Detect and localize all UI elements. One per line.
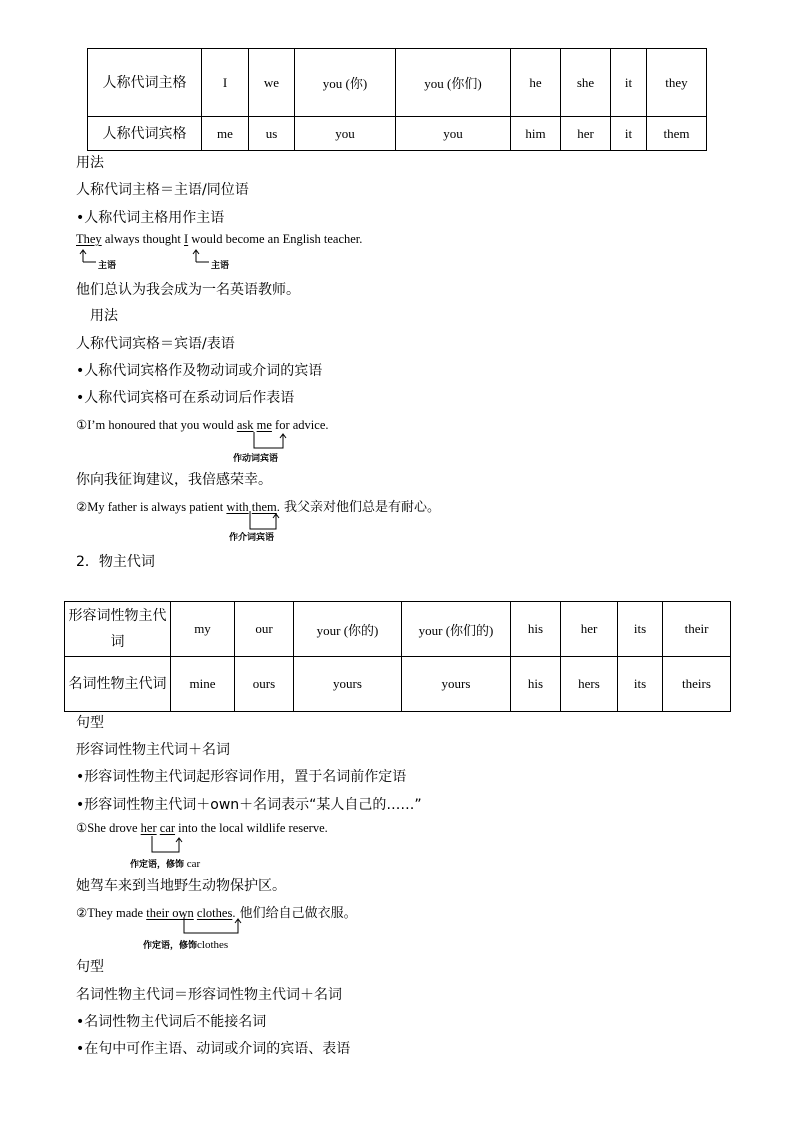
table-cell: he bbox=[511, 49, 561, 117]
table-cell: yours bbox=[294, 657, 402, 712]
bullet-subject-usage: •人称代词主格用作主语 bbox=[76, 210, 225, 226]
table-cell: it bbox=[611, 49, 647, 117]
table-cell: their bbox=[663, 602, 731, 657]
row-header: 人称代词宾格 bbox=[88, 117, 202, 151]
bullet-predicative-usage: •人称代词宾格可在系动词后作表语 bbox=[76, 390, 295, 406]
bullet-object-usage: •人称代词宾格作及物动词或介词的宾语 bbox=[76, 363, 323, 379]
table-cell: you bbox=[396, 117, 511, 151]
example-sentence: They always thought I would become an English teacher. bbox=[76, 232, 363, 246]
table-cell: her bbox=[561, 602, 618, 657]
row-header: 人称代词主格 bbox=[88, 49, 202, 117]
rule-adjective-possessive: 形容词性物主代词＋名词 bbox=[76, 742, 230, 758]
table-cell: it bbox=[611, 117, 647, 151]
table-cell: they bbox=[647, 49, 707, 117]
translation: 她驾车来到当地野生动物保护区。 bbox=[76, 878, 286, 894]
bullet-own-usage: •形容词性物主代词＋own＋名词表示“某人自己的……” bbox=[76, 797, 422, 813]
pattern-label: 句型 bbox=[76, 715, 104, 731]
row-header: 名词性物主代词 bbox=[65, 657, 171, 712]
rule-subject-case: 人称代词主格＝主语/同位语 bbox=[76, 182, 249, 198]
prep-object-tag: 作介词宾语 bbox=[229, 533, 275, 543]
attributive-tag: 作定语，修饰clothes bbox=[143, 939, 229, 951]
table-cell: you (你们) bbox=[396, 49, 511, 117]
table-cell: our bbox=[235, 602, 294, 657]
table-cell: us bbox=[249, 117, 295, 151]
bullet-attributive-usage: •形容词性物主代词起形容词作用，置于名词前作定语 bbox=[76, 769, 407, 785]
section-title: 2．物主代词 bbox=[76, 554, 155, 570]
table-cell: hers bbox=[561, 657, 618, 712]
translation: 他们总认为我会成为一名英语教师。 bbox=[76, 282, 300, 298]
table-cell: her bbox=[561, 117, 611, 151]
noun-possessive-row bbox=[65, 657, 731, 712]
subject-tag: 主语 bbox=[98, 261, 117, 271]
example-sentence: ①She drove her car into the local wildlife reserve. bbox=[76, 821, 328, 835]
table-cell: your (你们的) bbox=[402, 602, 511, 657]
table-cell: mine bbox=[171, 657, 235, 712]
object-case-row bbox=[88, 117, 707, 151]
attributive-tag: 作定语，修饰 car bbox=[130, 858, 201, 870]
subject-tag: 主语 bbox=[211, 261, 230, 271]
table-cell: she bbox=[561, 49, 611, 117]
example-sentence: ②My father is always patient with them. 我父亲对他们总是有耐心。 bbox=[76, 500, 441, 515]
table-cell: his bbox=[511, 657, 561, 712]
table-cell: my bbox=[171, 602, 235, 657]
verb-object-arrow bbox=[250, 432, 290, 452]
table-cell: we bbox=[249, 49, 295, 117]
verb-object-tag: 作动词宾语 bbox=[233, 454, 279, 464]
table-cell: ours bbox=[235, 657, 294, 712]
subject-word: I bbox=[183, 232, 189, 246]
table-cell: yours bbox=[402, 657, 511, 712]
example-sentence: ①I’m honoured that you would ask me for advice. bbox=[76, 418, 329, 432]
pattern-label: 句型 bbox=[76, 959, 104, 975]
table-cell: your (你的) bbox=[294, 602, 402, 657]
usage-label: 用法 bbox=[76, 155, 104, 171]
table-cell: his bbox=[511, 602, 561, 657]
table-cell: its bbox=[618, 602, 663, 657]
rule-noun-possessive: 名词性物主代词＝形容词性物主代词＋名词 bbox=[76, 987, 342, 1003]
table-cell: its bbox=[618, 657, 663, 712]
personal-pronoun-table bbox=[87, 48, 707, 151]
bullet-sentence-roles: •在句中可作主语、动词或介词的宾语、表语 bbox=[76, 1041, 351, 1057]
table-cell: me bbox=[202, 117, 249, 151]
table-cell: you bbox=[295, 117, 396, 151]
example-sentence: ②They made their own clothes. 他们给自己做衣服。 bbox=[76, 906, 357, 921]
subject-case-row bbox=[88, 49, 707, 117]
subject-word: They bbox=[76, 232, 102, 246]
table-cell: theirs bbox=[663, 657, 731, 712]
bullet-no-noun-after: •名词性物主代词后不能接名词 bbox=[76, 1014, 267, 1030]
table-cell: I bbox=[202, 49, 249, 117]
rule-object-case: 人称代词宾格＝宾语/表语 bbox=[76, 336, 235, 352]
table-cell: them bbox=[647, 117, 707, 151]
adjective-possessive-row bbox=[65, 602, 731, 657]
possessive-pronoun-table bbox=[64, 601, 731, 712]
table-cell: him bbox=[511, 117, 561, 151]
translation: 你向我征询建议，我倍感荣幸。 bbox=[76, 472, 272, 488]
table-cell: you (你) bbox=[295, 49, 396, 117]
usage-label: 用法 bbox=[90, 308, 118, 324]
row-header: 形容词性物主代词 bbox=[65, 602, 171, 657]
